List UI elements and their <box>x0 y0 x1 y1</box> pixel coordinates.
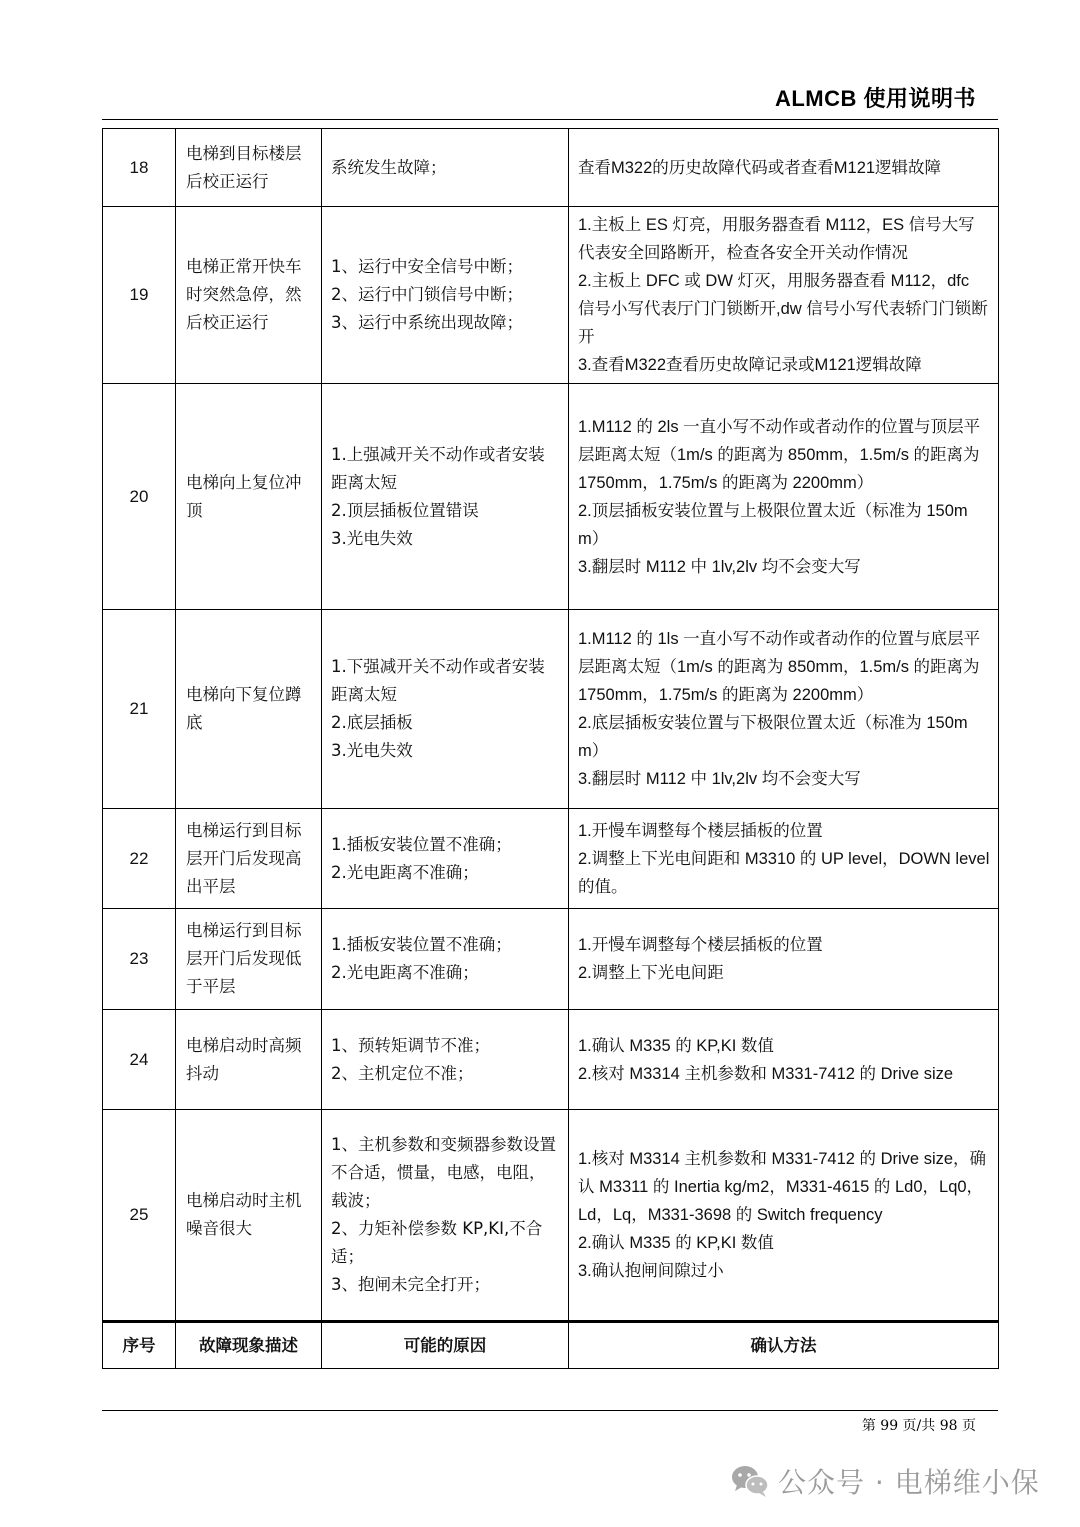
fault-table <box>102 128 999 1369</box>
column-header-cause: 可能的原因 <box>322 1322 569 1369</box>
fault-description: 电梯向下复位蹲底 <box>176 610 322 809</box>
fault-description: 电梯到目标楼层后校正运行 <box>176 129 322 207</box>
table-row <box>103 809 999 909</box>
column-header-no: 序号 <box>103 1322 176 1369</box>
table-row <box>103 1110 999 1322</box>
column-header-description: 故障现象描述 <box>176 1322 322 1369</box>
possible-cause: 1、主机参数和变频器参数设置不合适，惯量，电感，电阻，载波； 2、力矩补偿参数 KP,KI,不合适； 3、抱闸未完全打开； <box>322 1110 569 1322</box>
possible-cause: 1.上强减开关不动作或者安装距离太短 2.顶层插板位置错误 3.光电失效 <box>322 384 569 610</box>
document-title: ALMCB 使用说明书 <box>774 86 976 111</box>
fault-description: 电梯向上复位冲顶 <box>176 384 322 610</box>
confirm-method: 1.主板上 ES 灯亮，用服务器查看 M112，ES 信号大写代表安全回路断开，检查各安全开关动作情况 2.主板上 DFC 或 DW 灯灭，用服务器查看 M112，dfc 信号小写代表厅门门锁断开,dw 信号小写代表轿门门锁断开 3.查看M322查看历史故障记录或M121逻辑故障 <box>569 207 999 384</box>
fault-description: 电梯启动时高频抖动 <box>176 1010 322 1110</box>
fault-description: 电梯启动时主机噪音很大 <box>176 1110 322 1322</box>
confirm-method: 查看M322的历史故障代码或者查看M121逻辑故障 <box>569 129 999 207</box>
footer-divider <box>102 1410 998 1411</box>
watermark <box>730 1458 1040 1504</box>
possible-cause: 1、预转矩调节不准； 2、主机定位不准； <box>322 1010 569 1110</box>
table-row <box>103 1010 999 1110</box>
confirm-method: 1.M112 的 1ls 一直小写不动作或者动作的位置与底层平层距离太短（1m/s 的距离为 850mm，1.5m/s 的距离为 1750mm，1.75m/s 的距离为 2200mm） 2.底层插板安装位置与下极限位置太近（标准为 150mm） 3.翻层时 M112 中 1lv,2lv 均不会变大写 <box>569 610 999 809</box>
possible-cause: 1.插板安装位置不准确； 2.光电距离不准确； <box>322 909 569 1010</box>
table-header-row <box>103 1322 999 1369</box>
row-number: 21 <box>103 610 176 809</box>
confirm-method: 1.开慢车调整每个楼层插板的位置 2.调整上下光电间距和 M3310 的 UP level，DOWN level 的值。 <box>569 809 999 909</box>
column-header-method: 确认方法 <box>569 1322 999 1369</box>
confirm-method: 1.M112 的 2ls 一直小写不动作或者动作的位置与顶层平层距离太短（1m/s 的距离为 850mm，1.5m/s 的距离为 1750mm，1.75m/s 的距离为 2200mm） 2.顶层插板安装位置与上极限位置太近（标准为 150mm） 3.翻层时 M112 中 1lv,2lv 均不会变大写 <box>569 384 999 610</box>
wechat-icon <box>730 1463 770 1499</box>
table-row <box>103 909 999 1010</box>
table-row <box>103 207 999 384</box>
fault-description: 电梯正常开快车时突然急停，然后校正运行 <box>176 207 322 384</box>
header-divider <box>102 119 998 120</box>
possible-cause: 1、运行中安全信号中断； 2、运行中门锁信号中断； 3、运行中系统出现故障； <box>322 207 569 384</box>
row-number: 25 <box>103 1110 176 1322</box>
page-number: 第 99 页/共 98 页 <box>861 1418 976 1434</box>
possible-cause: 1.下强减开关不动作或者安装距离太短 2.底层插板 3.光电失效 <box>322 610 569 809</box>
table-row <box>103 610 999 809</box>
possible-cause: 1.插板安装位置不准确； 2.光电距离不准确； <box>322 809 569 909</box>
table-row <box>103 384 999 610</box>
row-number: 19 <box>103 207 176 384</box>
confirm-method: 1.核对 M3314 主机参数和 M331-7412 的 Drive size，确认 M3311 的 Inertia kg/m2，M331-4615 的 Ld0，Lq0，Ld，Lq，M331-3698 的 Switch frequency 2.确认 M335 的 KP,KI 数值 3.确认抱闸间隙过小 <box>569 1110 999 1322</box>
row-number: 24 <box>103 1010 176 1110</box>
row-number: 23 <box>103 909 176 1010</box>
row-number: 22 <box>103 809 176 909</box>
fault-description: 电梯运行到目标层开门后发现高出平层 <box>176 809 322 909</box>
possible-cause: 系统发生故障； <box>322 129 569 207</box>
row-number: 18 <box>103 129 176 207</box>
fault-description: 电梯运行到目标层开门后发现低于平层 <box>176 909 322 1010</box>
confirm-method: 1.确认 M335 的 KP,KI 数值 2.核对 M3314 主机参数和 M331-7412 的 Drive size <box>569 1010 999 1110</box>
row-number: 20 <box>103 384 176 610</box>
confirm-method: 1.开慢车调整每个楼层插板的位置 2.调整上下光电间距 <box>569 909 999 1010</box>
watermark-text: 公众号 · 电梯维小保 <box>778 1466 1040 1499</box>
table-row <box>103 129 999 207</box>
